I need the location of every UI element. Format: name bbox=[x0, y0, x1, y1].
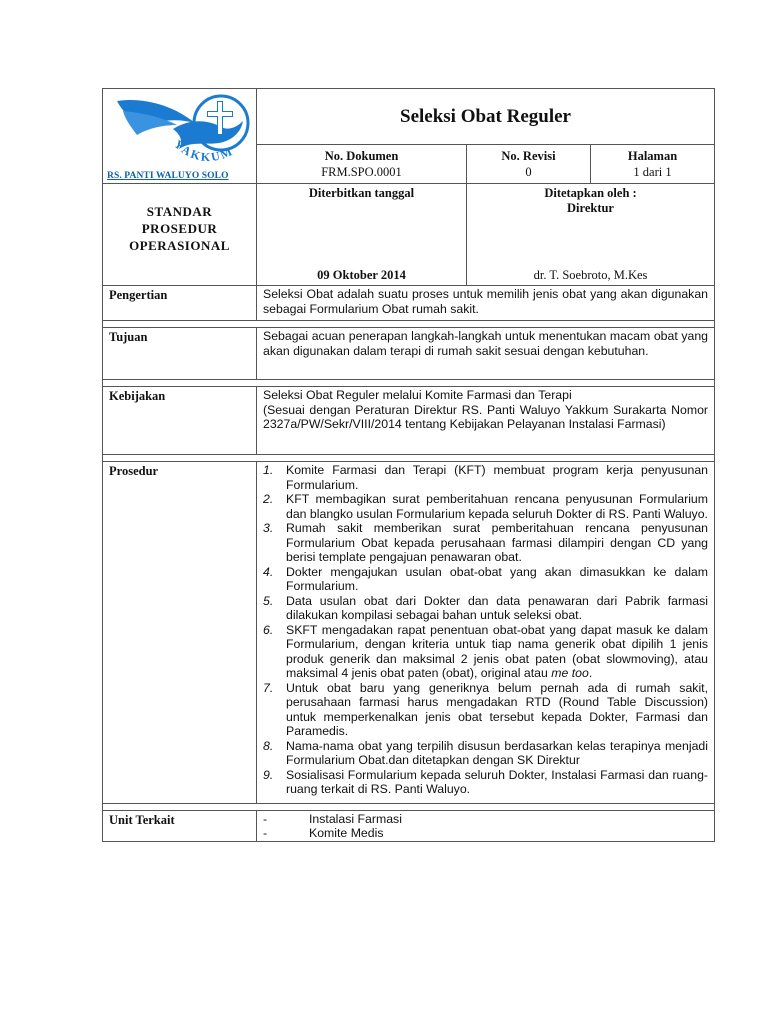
approved-role: Direktur bbox=[567, 201, 614, 215]
row-gap bbox=[103, 380, 715, 387]
row-gap bbox=[103, 803, 715, 810]
procedure-step bbox=[263, 594, 708, 623]
procedure-step-number: 2. bbox=[263, 492, 274, 506]
hospital-logo bbox=[103, 89, 256, 183]
unit-terkait-label: Unit Terkait bbox=[103, 810, 257, 841]
revision-value: 0 bbox=[525, 165, 532, 179]
kebijakan-line1: Seleksi Obat Reguler melalui Komite Farmasi dan Terapi bbox=[263, 388, 572, 402]
kebijakan-line2: (Sesuai dengan Peraturan Direktur RS. Panti Waluyo Yakkum Surakarta Nomor 2327a/PW/Sekr/VIII/2014 tentang Kebijakan Pelayanan Instalasi Farmasi) bbox=[263, 402, 709, 431]
issued-label: Diterbitkan tanggal bbox=[308, 186, 415, 200]
prosedur-list bbox=[263, 463, 708, 797]
logo-yakkum-text: YAKKUM bbox=[171, 136, 236, 165]
unit-item bbox=[263, 826, 708, 841]
sop-document-table bbox=[102, 88, 715, 842]
page-label: Halaman bbox=[627, 149, 678, 163]
procedure-step-number: 7. bbox=[263, 680, 274, 695]
document-title: Seleksi Obat Reguler bbox=[257, 89, 715, 145]
unit-name: Komite Medis bbox=[309, 826, 384, 840]
procedure-step-number: 9. bbox=[263, 767, 274, 782]
procedure-step-text: Data usulan obat dari Dokter dan data penawaran dari Pabrik farmasi dilakukan kompilasi sebagai bahan untuk seleksi obat. bbox=[286, 593, 709, 622]
procedure-step-text: SKFT mengadakan rapat penentuan obat-obat yang dapat masuk ke dalam Formularium, dengan kriteria untuk tiap nama generik obat dipilih 1 jenis produk generik dan maksimal 2 jenis obat paten (obat slowmoving), atau maksimal 4 jenis obat paten (obat), original atau bbox=[286, 622, 709, 680]
sop-label-line1: STANDAR bbox=[146, 204, 213, 219]
unit-dash: - bbox=[263, 811, 268, 826]
prosedur-list-cell bbox=[257, 462, 715, 804]
procedure-step-text: Dokter mengajukan usulan obat-obat yang akan dimasukkan ke dalam Formularium. bbox=[286, 564, 709, 593]
issued-cell bbox=[257, 184, 467, 286]
revision-cell bbox=[467, 145, 591, 184]
procedure-step-text: Komite Farmasi dan Terapi (KFT) membuat program kerja penyusunan Formularium. bbox=[286, 463, 709, 492]
procedure-step-number: 5. bbox=[263, 593, 274, 608]
doc-number-cell bbox=[257, 145, 467, 184]
approved-cell bbox=[467, 184, 715, 286]
doc-number-label: No. Dokumen bbox=[324, 149, 399, 163]
pengertian-text: Seleksi Obat adalah suatu proses untuk memilih jenis obat yang akan digunakan sebagai Formularium Obat rumah sakit. bbox=[257, 286, 715, 321]
tujuan-label: Tujuan bbox=[103, 328, 257, 380]
unit-name: Instalasi Farmasi bbox=[309, 811, 402, 826]
unit-item bbox=[263, 812, 708, 827]
hospital-name: RS. PANTI WALUYO SOLO bbox=[107, 171, 229, 181]
approved-label: Ditetapkan oleh : bbox=[544, 186, 637, 200]
row-gap bbox=[103, 321, 715, 328]
procedure-step-tail: . bbox=[588, 666, 593, 680]
procedure-step-text: Nama-nama obat yang terpilih disusun berdasarkan kelas terapinya menjadi Formularium Obat.dan ditetapkan dengan SK Direktur bbox=[286, 738, 709, 767]
procedure-step-number: 8. bbox=[263, 738, 274, 753]
procedure-step bbox=[263, 681, 708, 739]
approved-heading bbox=[467, 186, 714, 216]
prosedur-label: Prosedur bbox=[103, 462, 257, 804]
procedure-step bbox=[263, 492, 708, 521]
procedure-step bbox=[263, 463, 708, 492]
procedure-step-number: 1. bbox=[263, 463, 274, 477]
yakkum-dove-icon bbox=[103, 89, 256, 173]
pengertian-label: Pengertian bbox=[103, 286, 257, 321]
tujuan-text: Sebagai acuan penerapan langkah-langkah untuk menentukan macam obat yang akan digunakan dalam terapi di rumah sakit sesuai dengan kebutuhan. bbox=[257, 328, 715, 380]
procedure-step bbox=[263, 521, 708, 565]
kebijakan-text bbox=[257, 387, 715, 455]
procedure-step-text: KFT membagikan surat pemberitahuan rencana penyusunan Formularium dan blangko usulan Formularium kepada seluruh Dokter di RS. Panti Waluyo. bbox=[286, 492, 709, 521]
procedure-step-text: Sosialisasi Formularium kepada seluruh Dokter, Instalasi Farmasi dan ruang-ruang terkait di RS. Panti Waluyo. bbox=[286, 767, 709, 796]
sop-label-line2: PROSEDUR bbox=[141, 221, 218, 236]
procedure-step bbox=[263, 768, 708, 797]
page-cell bbox=[591, 145, 715, 184]
logo-cell bbox=[103, 89, 257, 184]
page-value: 1 dari 1 bbox=[633, 165, 672, 179]
approved-name: dr. T. Soebroto, M.Kes bbox=[533, 268, 648, 282]
revision-label: No. Revisi bbox=[501, 149, 556, 163]
unit-dash: - bbox=[263, 826, 268, 840]
procedure-step bbox=[263, 623, 708, 681]
sop-label bbox=[103, 184, 257, 286]
procedure-step-number: 4. bbox=[263, 564, 274, 579]
unit-terkait-list bbox=[257, 810, 715, 841]
row-gap bbox=[103, 455, 715, 462]
kebijakan-label: Kebijakan bbox=[103, 387, 257, 455]
procedure-step-number: 6. bbox=[263, 622, 274, 637]
doc-number-value: FRM.SPO.0001 bbox=[321, 165, 402, 179]
procedure-step bbox=[263, 565, 708, 594]
procedure-step-italic: me too bbox=[551, 666, 589, 680]
procedure-step-text: Rumah sakit memberikan surat pemberitahuan rencana penyusunan Formularium Obat kepada perusahaan farmasi dilampiri dengan CD yang berisi template pengajuan penawaran obat. bbox=[286, 521, 709, 564]
sop-label-line3: OPERASIONAL bbox=[129, 238, 230, 253]
procedure-step bbox=[263, 739, 708, 768]
issued-date: 09 Oktober 2014 bbox=[317, 268, 406, 282]
procedure-step-text: Untuk obat baru yang generiknya belum pernah ada di rumah sakit, perusahaan farmasi harus mengadakan RTD (Round Table Discussion) untuk memperkenalkan jenis obat tersebut kepada Dokter, Farmasi dan Paramedis. bbox=[286, 680, 709, 738]
procedure-step-number: 3. bbox=[263, 521, 274, 535]
